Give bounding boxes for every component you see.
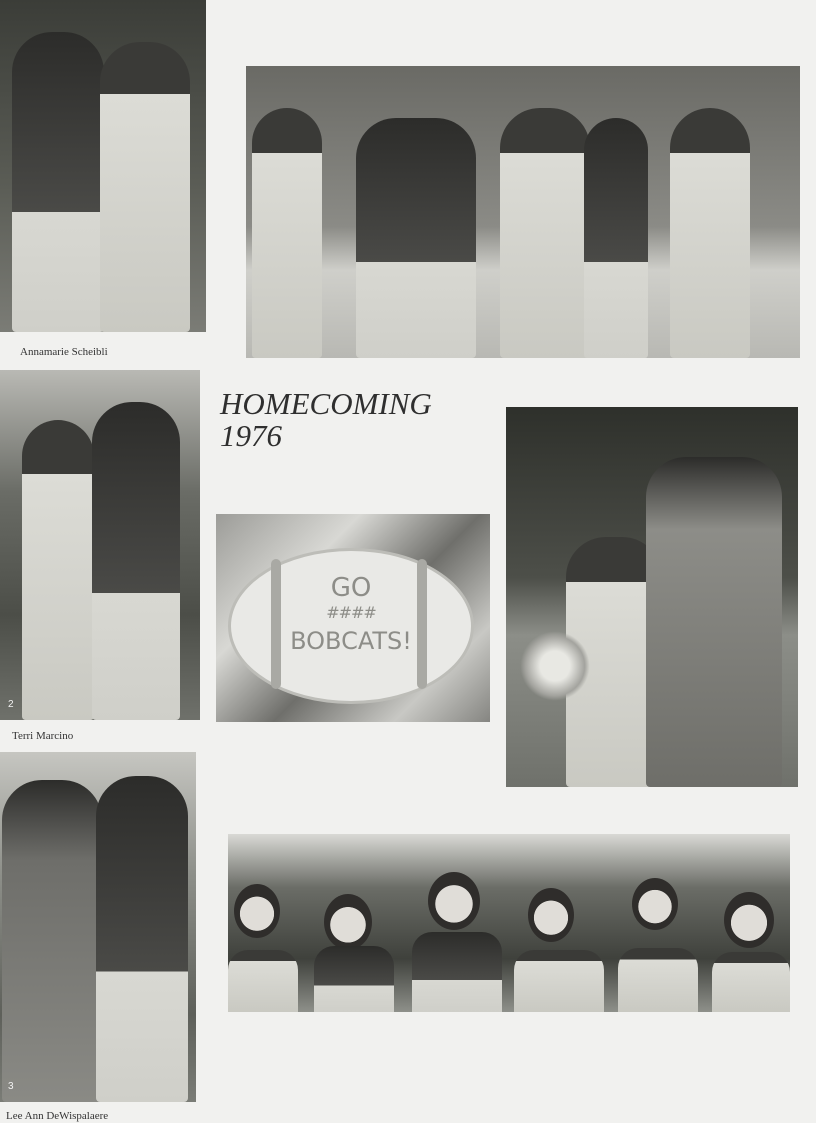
dance-photo	[246, 66, 800, 358]
title-line-1: HOMECOMING	[220, 386, 432, 421]
crowd-body	[228, 950, 298, 1012]
court-photo-3	[0, 752, 196, 1102]
crowd-body	[618, 948, 698, 1012]
crowd-face	[724, 892, 774, 948]
page-title	[220, 388, 432, 452]
dancer-figure	[252, 108, 322, 358]
escort-figure	[12, 32, 104, 332]
cake-text-go: GO	[330, 573, 372, 603]
crowd-body	[412, 932, 502, 1012]
court-member-figure	[100, 42, 190, 332]
photo-number: 2	[8, 699, 14, 710]
cake-text-hashes: ####	[326, 603, 376, 622]
crowd-body	[712, 952, 790, 1012]
dancer-figure	[500, 108, 590, 358]
crowd-face	[324, 894, 372, 950]
photo-number: 3	[8, 1081, 14, 1092]
court-photo-1	[0, 0, 206, 332]
crowd-face	[428, 872, 480, 930]
escort-figure	[646, 457, 782, 787]
caption-court-1: Annamarie Scheibli	[20, 346, 108, 358]
bouquet	[520, 631, 590, 701]
escort-figure	[92, 402, 180, 720]
crowd-photo	[228, 834, 790, 1012]
queen-photo	[506, 407, 798, 787]
crowd-body	[514, 950, 604, 1012]
court-member-figure	[22, 420, 94, 720]
crowd-face	[234, 884, 280, 938]
court-photo-2	[0, 370, 200, 720]
cake-photo	[216, 514, 490, 722]
escort-figure	[2, 780, 102, 1102]
crowd-face	[528, 888, 574, 942]
crowd-body	[314, 946, 394, 1012]
title-line-2: 1976	[220, 418, 282, 453]
dancer-figure	[584, 118, 648, 358]
caption-court-2: Terri Marcino	[12, 730, 74, 742]
dancer-figure	[670, 108, 750, 358]
caption-court-3: Lee Ann DeWispalaere	[6, 1110, 109, 1122]
crowd-face	[632, 878, 678, 930]
cake-text-bobcats: BOBCATS!	[290, 627, 412, 655]
cake	[228, 548, 474, 704]
court-member-figure	[96, 776, 188, 1102]
dancer-figure	[356, 118, 476, 358]
